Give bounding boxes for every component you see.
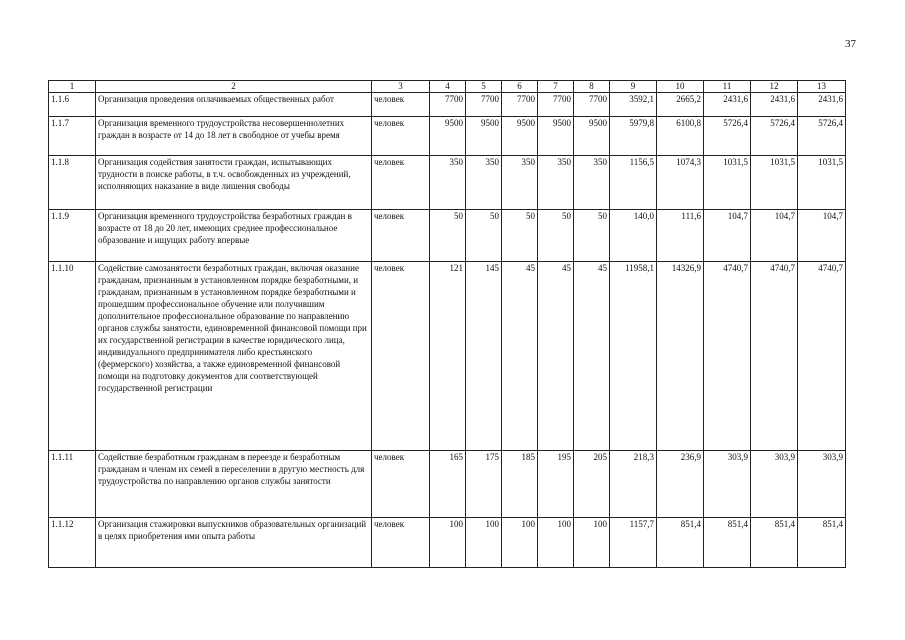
row-value: 175 — [466, 451, 502, 518]
page-number: 37 — [845, 38, 856, 50]
row-value: 14326,9 — [657, 262, 704, 451]
row-code: 1.1.7 — [49, 117, 96, 156]
column-header: 5 — [466, 81, 502, 93]
column-header: 11 — [704, 81, 751, 93]
row-value: 2431,6 — [704, 93, 751, 117]
row-value: 851,4 — [657, 518, 704, 568]
row-value: 50 — [538, 210, 574, 262]
table-row — [49, 262, 846, 451]
row-value: 2431,6 — [751, 93, 798, 117]
row-value: 100 — [574, 518, 610, 568]
row-value: 9500 — [466, 117, 502, 156]
table-row — [49, 93, 846, 117]
row-value: 5726,4 — [798, 117, 846, 156]
table-row — [49, 156, 846, 210]
row-value: 350 — [574, 156, 610, 210]
row-value: 218,3 — [610, 451, 657, 518]
column-header: 1 — [49, 81, 96, 93]
row-value: 45 — [538, 262, 574, 451]
row-unit: человек — [372, 117, 430, 156]
row-code: 1.1.9 — [49, 210, 96, 262]
row-value: 9500 — [430, 117, 466, 156]
row-value: 7700 — [466, 93, 502, 117]
row-unit: человек — [372, 262, 430, 451]
row-value: 11958,1 — [610, 262, 657, 451]
row-value: 5726,4 — [751, 117, 798, 156]
row-value: 9500 — [538, 117, 574, 156]
row-value: 1031,5 — [751, 156, 798, 210]
row-value: 50 — [430, 210, 466, 262]
row-unit: человек — [372, 93, 430, 117]
row-value: 50 — [466, 210, 502, 262]
row-value: 1157,7 — [610, 518, 657, 568]
row-value: 4740,7 — [798, 262, 846, 451]
row-name: Организация временного трудоустройства несовершеннолетних граждан в возрасте от 14 до 18 лет в свободное от учебы время — [96, 117, 372, 156]
row-unit: чeловек — [372, 518, 430, 568]
row-value: 7700 — [574, 93, 610, 117]
row-value: 1031,5 — [798, 156, 846, 210]
row-name: Организация стажировки выпускников образовательных организаций в целях приобретения ими опыта работы — [96, 518, 372, 568]
row-value: 121 — [430, 262, 466, 451]
column-header: 6 — [502, 81, 538, 93]
row-unit: человек — [372, 451, 430, 518]
row-value: 350 — [430, 156, 466, 210]
row-name: Содействие самозанятости безработных граждан, включая оказание гражданам, признанным в установленном порядке безработными, и гражданам, признанным в установленном порядке безработными и прошедшим профессиональное обучение или получившим дополнительное профессиональное образование по направлению органов службы занятости, единовременной финансовой помощи при их государственной регистрации в качестве юридического лица, индивидуального предпринимателя либо крестьянского (фермерского) хозяйства, а также единовременной финансовой помощи на подготовку документов для соответствующей государственной регистрации — [96, 262, 372, 451]
column-header: 3 — [372, 81, 430, 93]
row-value: 50 — [502, 210, 538, 262]
row-value: 104,7 — [704, 210, 751, 262]
column-header: 12 — [751, 81, 798, 93]
row-value: 1031,5 — [704, 156, 751, 210]
row-value: 111,6 — [657, 210, 704, 262]
row-code: 1.1.11 — [49, 451, 96, 518]
row-unit: человек — [372, 210, 430, 262]
row-value: 1074,3 — [657, 156, 704, 210]
row-name: Организация содействия занятости граждан, испытывающих трудности в поиске работы, в т.ч. освобожденных из учреждений, исполняющих наказание в виде лишения свободы — [96, 156, 372, 210]
row-value: 9500 — [502, 117, 538, 156]
row-value: 185 — [502, 451, 538, 518]
header-row — [49, 81, 846, 93]
table-row — [49, 210, 846, 262]
column-header: 4 — [430, 81, 466, 93]
row-value: 236,9 — [657, 451, 704, 518]
table-row — [49, 451, 846, 518]
row-name: Содействие безработным гражданам в переезде и безработным гражданам и членам их семей в переселении в другую местность для трудоустройства по направлению органов службы занятости — [96, 451, 372, 518]
row-value: 1156,5 — [610, 156, 657, 210]
row-value: 7700 — [538, 93, 574, 117]
row-value: 851,4 — [798, 518, 846, 568]
row-value: 350 — [502, 156, 538, 210]
row-value: 4740,7 — [751, 262, 798, 451]
row-code: 1.1.8 — [49, 156, 96, 210]
row-value: 165 — [430, 451, 466, 518]
row-value: 851,4 — [704, 518, 751, 568]
row-value: 350 — [538, 156, 574, 210]
row-value: 4740,7 — [704, 262, 751, 451]
column-header: 9 — [610, 81, 657, 93]
row-value: 303,9 — [704, 451, 751, 518]
row-value: 100 — [502, 518, 538, 568]
row-value: 303,9 — [751, 451, 798, 518]
row-name: Организация временного трудоустройства безработных граждан в возрасте от 18 до 20 лет, имеющих среднее профессиональное образование и ищущих работу впервые — [96, 210, 372, 262]
row-value: 7700 — [430, 93, 466, 117]
column-header: 2 — [96, 81, 372, 93]
row-value: 100 — [430, 518, 466, 568]
row-unit: человек — [372, 156, 430, 210]
column-header: 10 — [657, 81, 704, 93]
row-value: 100 — [538, 518, 574, 568]
row-value: 7700 — [502, 93, 538, 117]
table-row — [49, 518, 846, 568]
row-value: 2431,6 — [798, 93, 846, 117]
row-value: 140,0 — [610, 210, 657, 262]
row-value: 195 — [538, 451, 574, 518]
row-value: 50 — [574, 210, 610, 262]
row-value: 104,7 — [798, 210, 846, 262]
row-value: 145 — [466, 262, 502, 451]
row-value: 2665,2 — [657, 93, 704, 117]
column-header: 7 — [538, 81, 574, 93]
row-value: 851,4 — [751, 518, 798, 568]
row-value: 5979,8 — [610, 117, 657, 156]
row-value: 100 — [466, 518, 502, 568]
column-header: 13 — [798, 81, 846, 93]
row-value: 3592,1 — [610, 93, 657, 117]
row-value: 9500 — [574, 117, 610, 156]
row-code: 1.1.10 — [49, 262, 96, 451]
row-value: 350 — [466, 156, 502, 210]
row-name: Организация проведения оплачиваемых общественных работ — [96, 93, 372, 117]
row-value: 104,7 — [751, 210, 798, 262]
row-value: 45 — [574, 262, 610, 451]
table-row — [49, 117, 846, 156]
row-value: 5726,4 — [704, 117, 751, 156]
row-value: 303,9 — [798, 451, 846, 518]
row-value: 45 — [502, 262, 538, 451]
row-value: 205 — [574, 451, 610, 518]
column-header: 8 — [574, 81, 610, 93]
row-code: 1.1.12 — [49, 518, 96, 568]
row-value: 6100,8 — [657, 117, 704, 156]
program-table — [48, 80, 846, 568]
row-code: 1.1.6 — [49, 93, 96, 117]
